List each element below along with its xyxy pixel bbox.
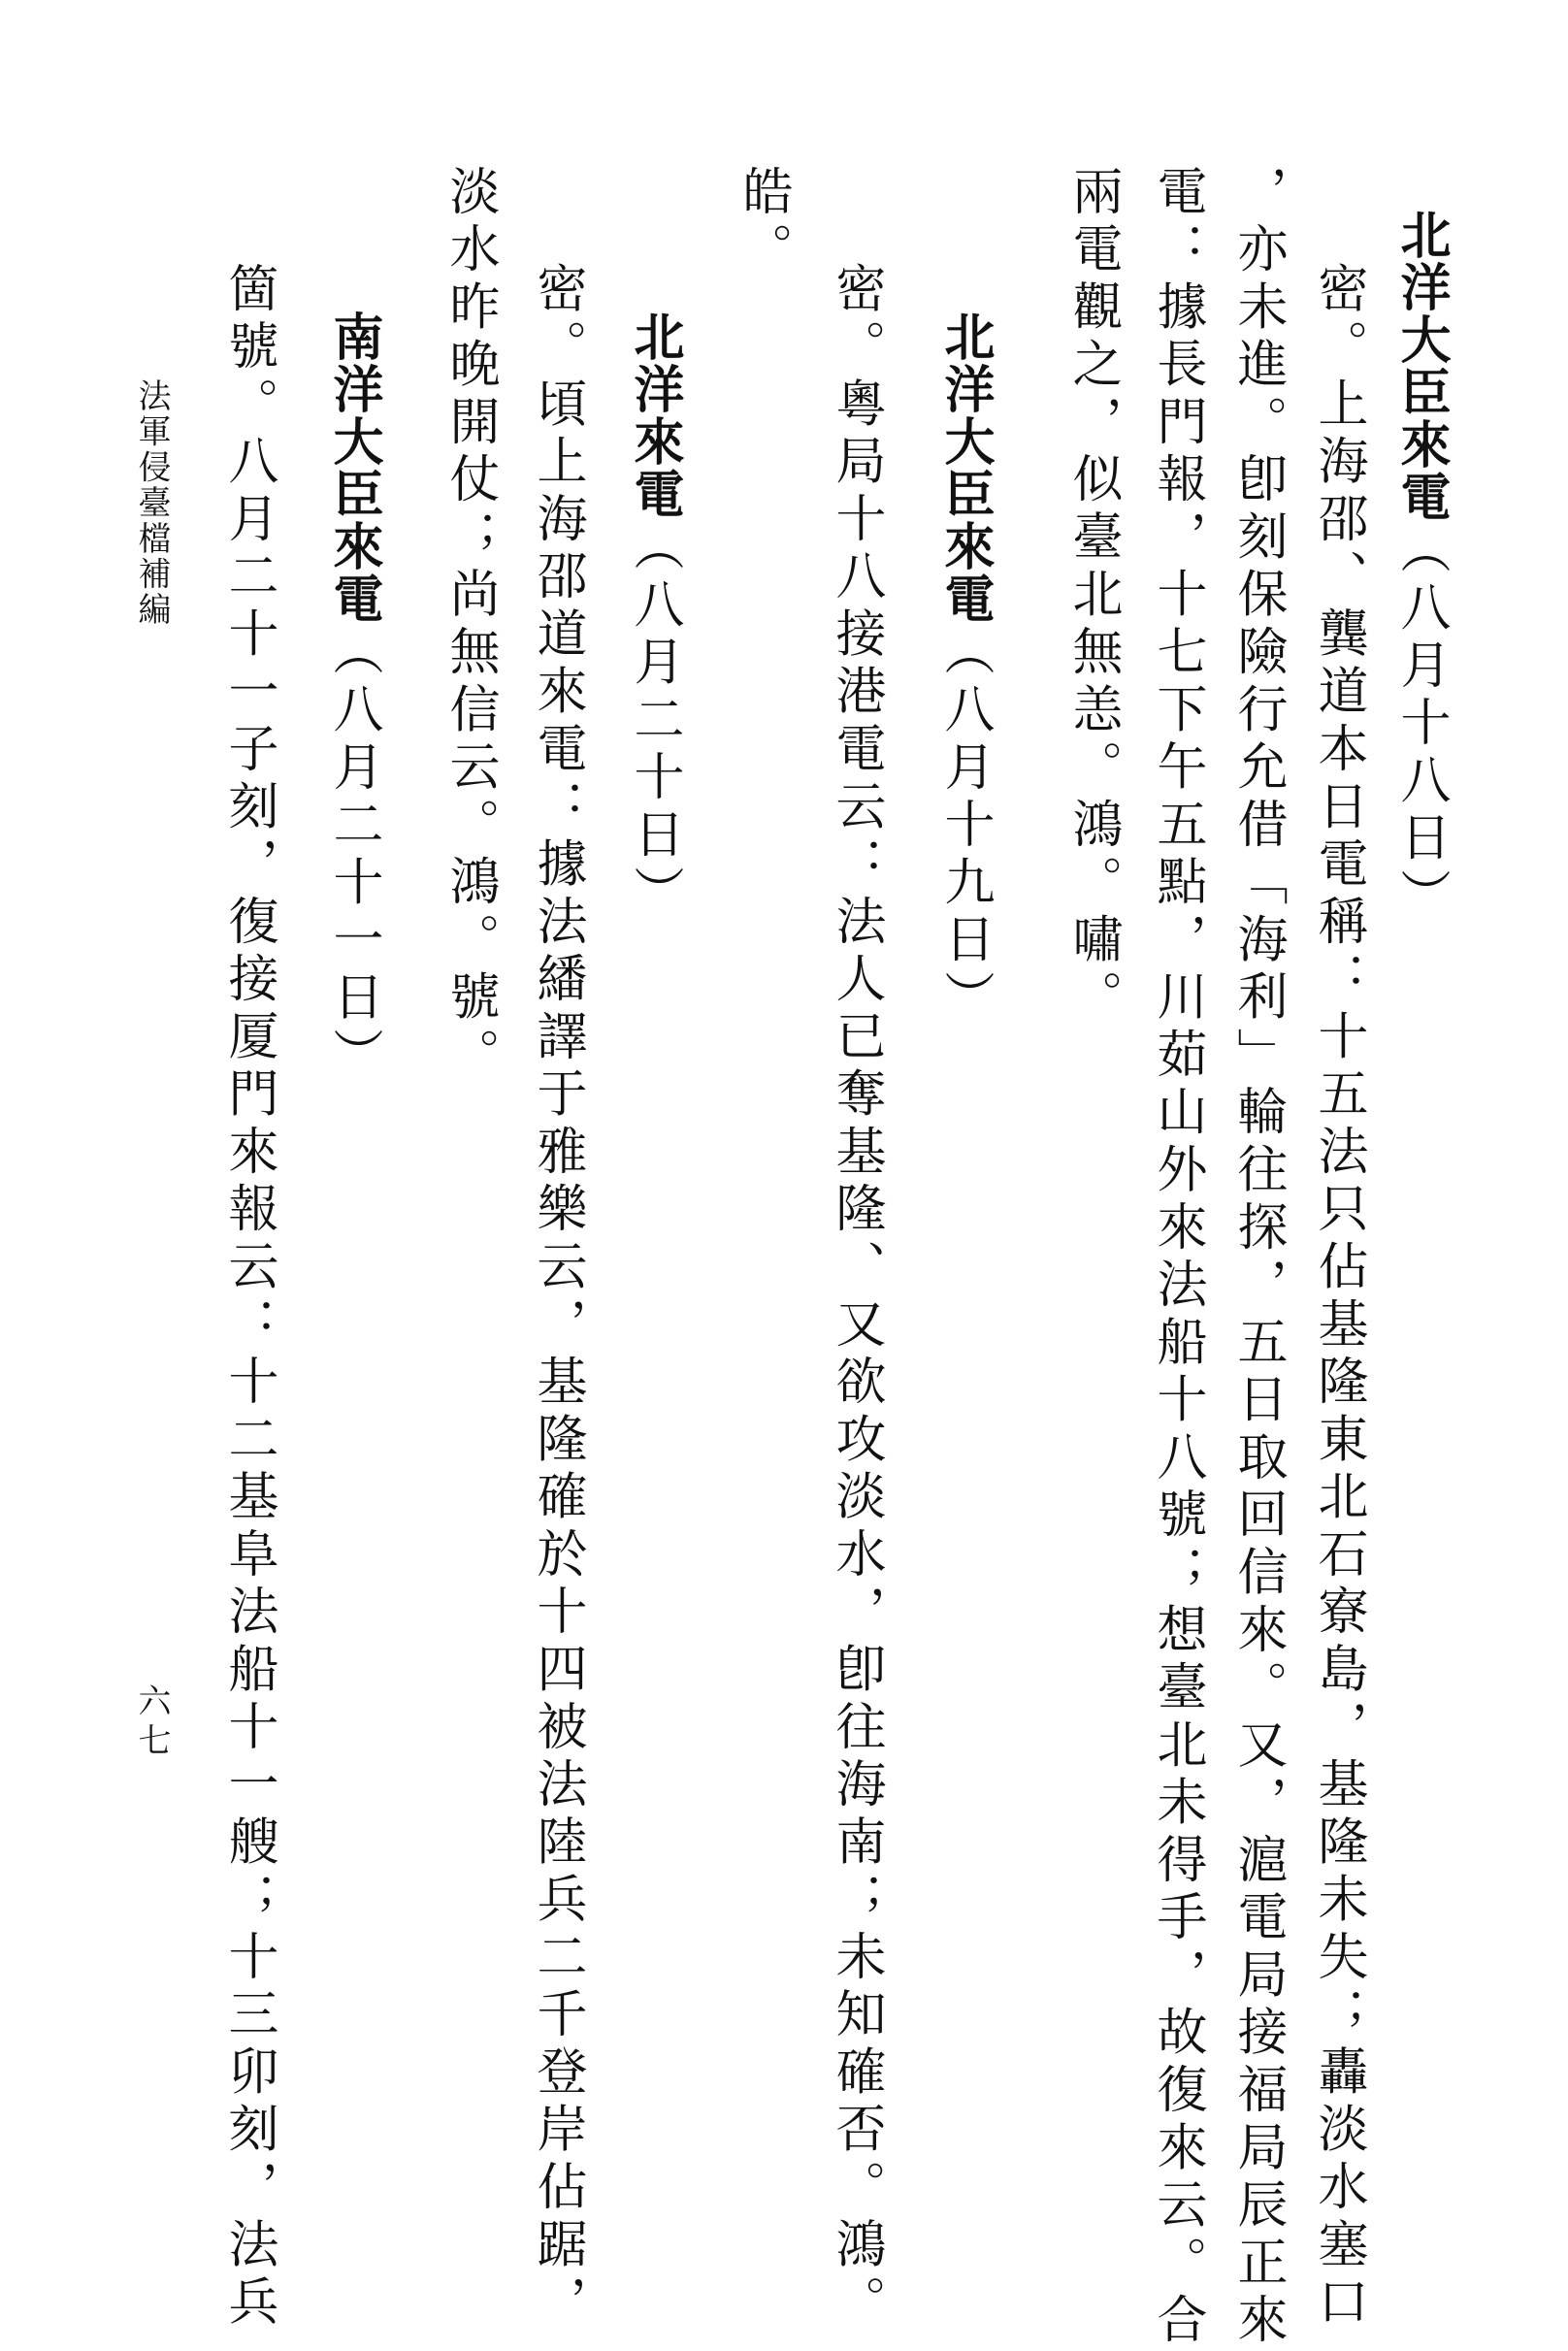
section-date: （八月十九日） <box>935 625 994 1029</box>
section-title: 北洋大臣來電 <box>935 310 994 626</box>
section-title: 北洋大臣來電 <box>1391 209 1450 524</box>
text-column-7: 密。粵局十八接港電云：法人已奪基隆、又欲攻淡水，卽往海南；未知確否。鴻。 <box>827 262 885 2334</box>
running-title: 法軍侵臺檔補編 <box>132 378 171 629</box>
heading-column-6 <box>935 310 994 1029</box>
text-column-11: 淡水昨晚開仗；尚無信云。鴻。號。 <box>441 165 499 1086</box>
section-date: （八月十八日） <box>1391 523 1450 927</box>
heading-column-1 <box>1391 209 1450 927</box>
text-column-2: 密。上海邵、龔道本日電稱：十五法只佔基隆東北石寮島，基隆未失；轟淡水塞口 <box>1309 262 1367 2334</box>
text-column-8: 皓。 <box>734 165 792 280</box>
text-column-10: 密。頃上海邵道來電：據法繙譯于雅樂云，基隆確於十四被法陸兵二千登岸佔踞， <box>528 262 586 2334</box>
text-column-5: 兩電觀之，似臺北無恙。鴻。嘯。 <box>1063 165 1122 1029</box>
section-title: 北洋來電 <box>625 310 683 521</box>
section-date: （八月二十一日） <box>324 625 382 1086</box>
section-date: （八月二十日） <box>625 520 683 924</box>
text-column-4: 電：據長門報，十七下午五點，川茹山外來法船十八號；想臺北未得手，故復來云。合 <box>1148 165 1206 2351</box>
heading-column-9 <box>625 310 683 924</box>
text-column-3: ，亦未進。卽刻保險行允借「海利」輪往探，五日取回信來。又，滬電局接福局辰正來 <box>1228 165 1287 2351</box>
page-number: 六七 <box>132 1683 171 1763</box>
section-title: 南洋大臣來電 <box>324 310 382 626</box>
text-column-13: 箇號。八月二十一子刻，復接厦門來報云：十二基阜法船十一艘；十三卯刻，法兵 <box>219 262 278 2334</box>
heading-column-12 <box>324 310 382 1086</box>
